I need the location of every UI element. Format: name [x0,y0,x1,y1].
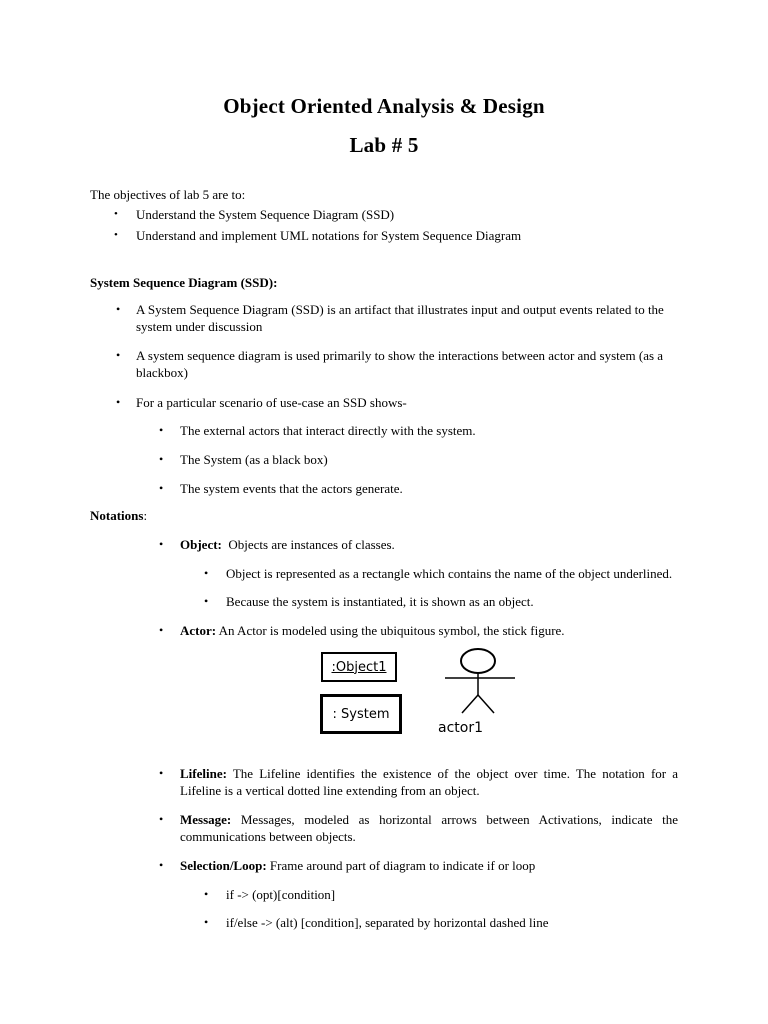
message-label: Message: [180,812,232,827]
bullet-icon: • [116,348,121,362]
bullet-icon: • [159,452,164,466]
lifeline-text: The Lifeline identifies the existence of the object over time. The notation for a Lifeline is a vertical dotted line extending from an object. [180,766,679,798]
selection-notation [180,857,535,874]
object-box-figure [321,652,397,682]
bullet-icon: • [159,623,164,637]
ssd-sub-bullet: The external actors that interact directly with the system. [180,423,476,438]
bullet-icon: • [116,395,121,409]
notations-colon: : [143,508,148,523]
bullet-icon: • [159,812,164,826]
notations-heading [90,507,147,524]
objective-item: Understand and implement UML notations for System Sequence Diagram [136,228,522,243]
objective-item: Understand the System Sequence Diagram (SSD) [136,207,395,222]
actor-figure-label: actor1 [438,720,483,736]
ssd-bullet: A system sequence diagram is used primarily to show the interactions between actor and system (as a blackbox) [136,348,664,380]
selection-sub-bullet: if -> (opt)[condition] [226,887,336,902]
object-sub-bullet: Because the system is instantiated, it is shown as an object. [226,594,534,609]
selection-label: Selection/Loop: [180,858,267,873]
bullet-icon: • [159,766,164,780]
stick-figure-icon [440,645,520,725]
lab-number: Lab # 5 [349,133,419,157]
objectives-intro: The objectives of lab 5 are to: [90,187,246,202]
ssd-sub-bullet: The System (as a black box) [180,452,328,467]
bullet-icon: • [204,887,209,901]
bullet-icon: • [114,229,118,241]
system-box-figure [320,694,402,734]
bullet-icon: • [204,566,209,580]
ssd-sub-bullet: The system events that the actors generate. [180,481,403,496]
bullet-icon: • [159,537,164,551]
object-box-label: :Object1 [331,659,387,675]
system-box-label: : System [332,706,390,722]
selection-sub-bullet: if/else -> (alt) [condition], separated by horizontal dashed line [226,915,549,930]
lifeline-label: Lifeline: [180,766,227,781]
bullet-icon: • [159,858,164,872]
actor-label: Actor: [180,623,217,638]
actor-text: An Actor is modeled using the ubiquitous symbol, the stick figure. [218,623,565,638]
actor-notation [180,622,565,639]
ssd-bullet: A System Sequence Diagram (SSD) is an artifact that illustrates input and output events related to the system under discussion [136,302,664,334]
message-text: Messages, modeled as horizontal arrows between Activations, indicate the communications between objects. [180,812,678,844]
ssd-heading: System Sequence Diagram (SSD): [90,275,278,290]
lifeline-notation [180,765,678,799]
object-notation [180,536,395,553]
notations-heading-label: Notations [90,508,144,523]
object-sub-bullet: Object is represented as a rectangle which contains the name of the object underlined. [226,566,673,581]
page-title: Object Oriented Analysis & Design [223,94,545,118]
bullet-icon: • [159,423,164,437]
bullet-icon: • [204,594,209,608]
object-label: Object: [180,537,222,552]
selection-text: Frame around part of diagram to indicate if or loop [269,858,536,873]
ssd-bullet: For a particular scenario of use-case an SSD shows- [136,395,407,410]
message-notation [180,811,678,845]
object-text: Objects are instances of classes. [228,537,395,552]
bullet-icon: • [159,481,164,495]
bullet-icon: • [204,915,209,929]
bullet-icon: • [116,302,121,316]
bullet-icon: • [114,208,118,220]
